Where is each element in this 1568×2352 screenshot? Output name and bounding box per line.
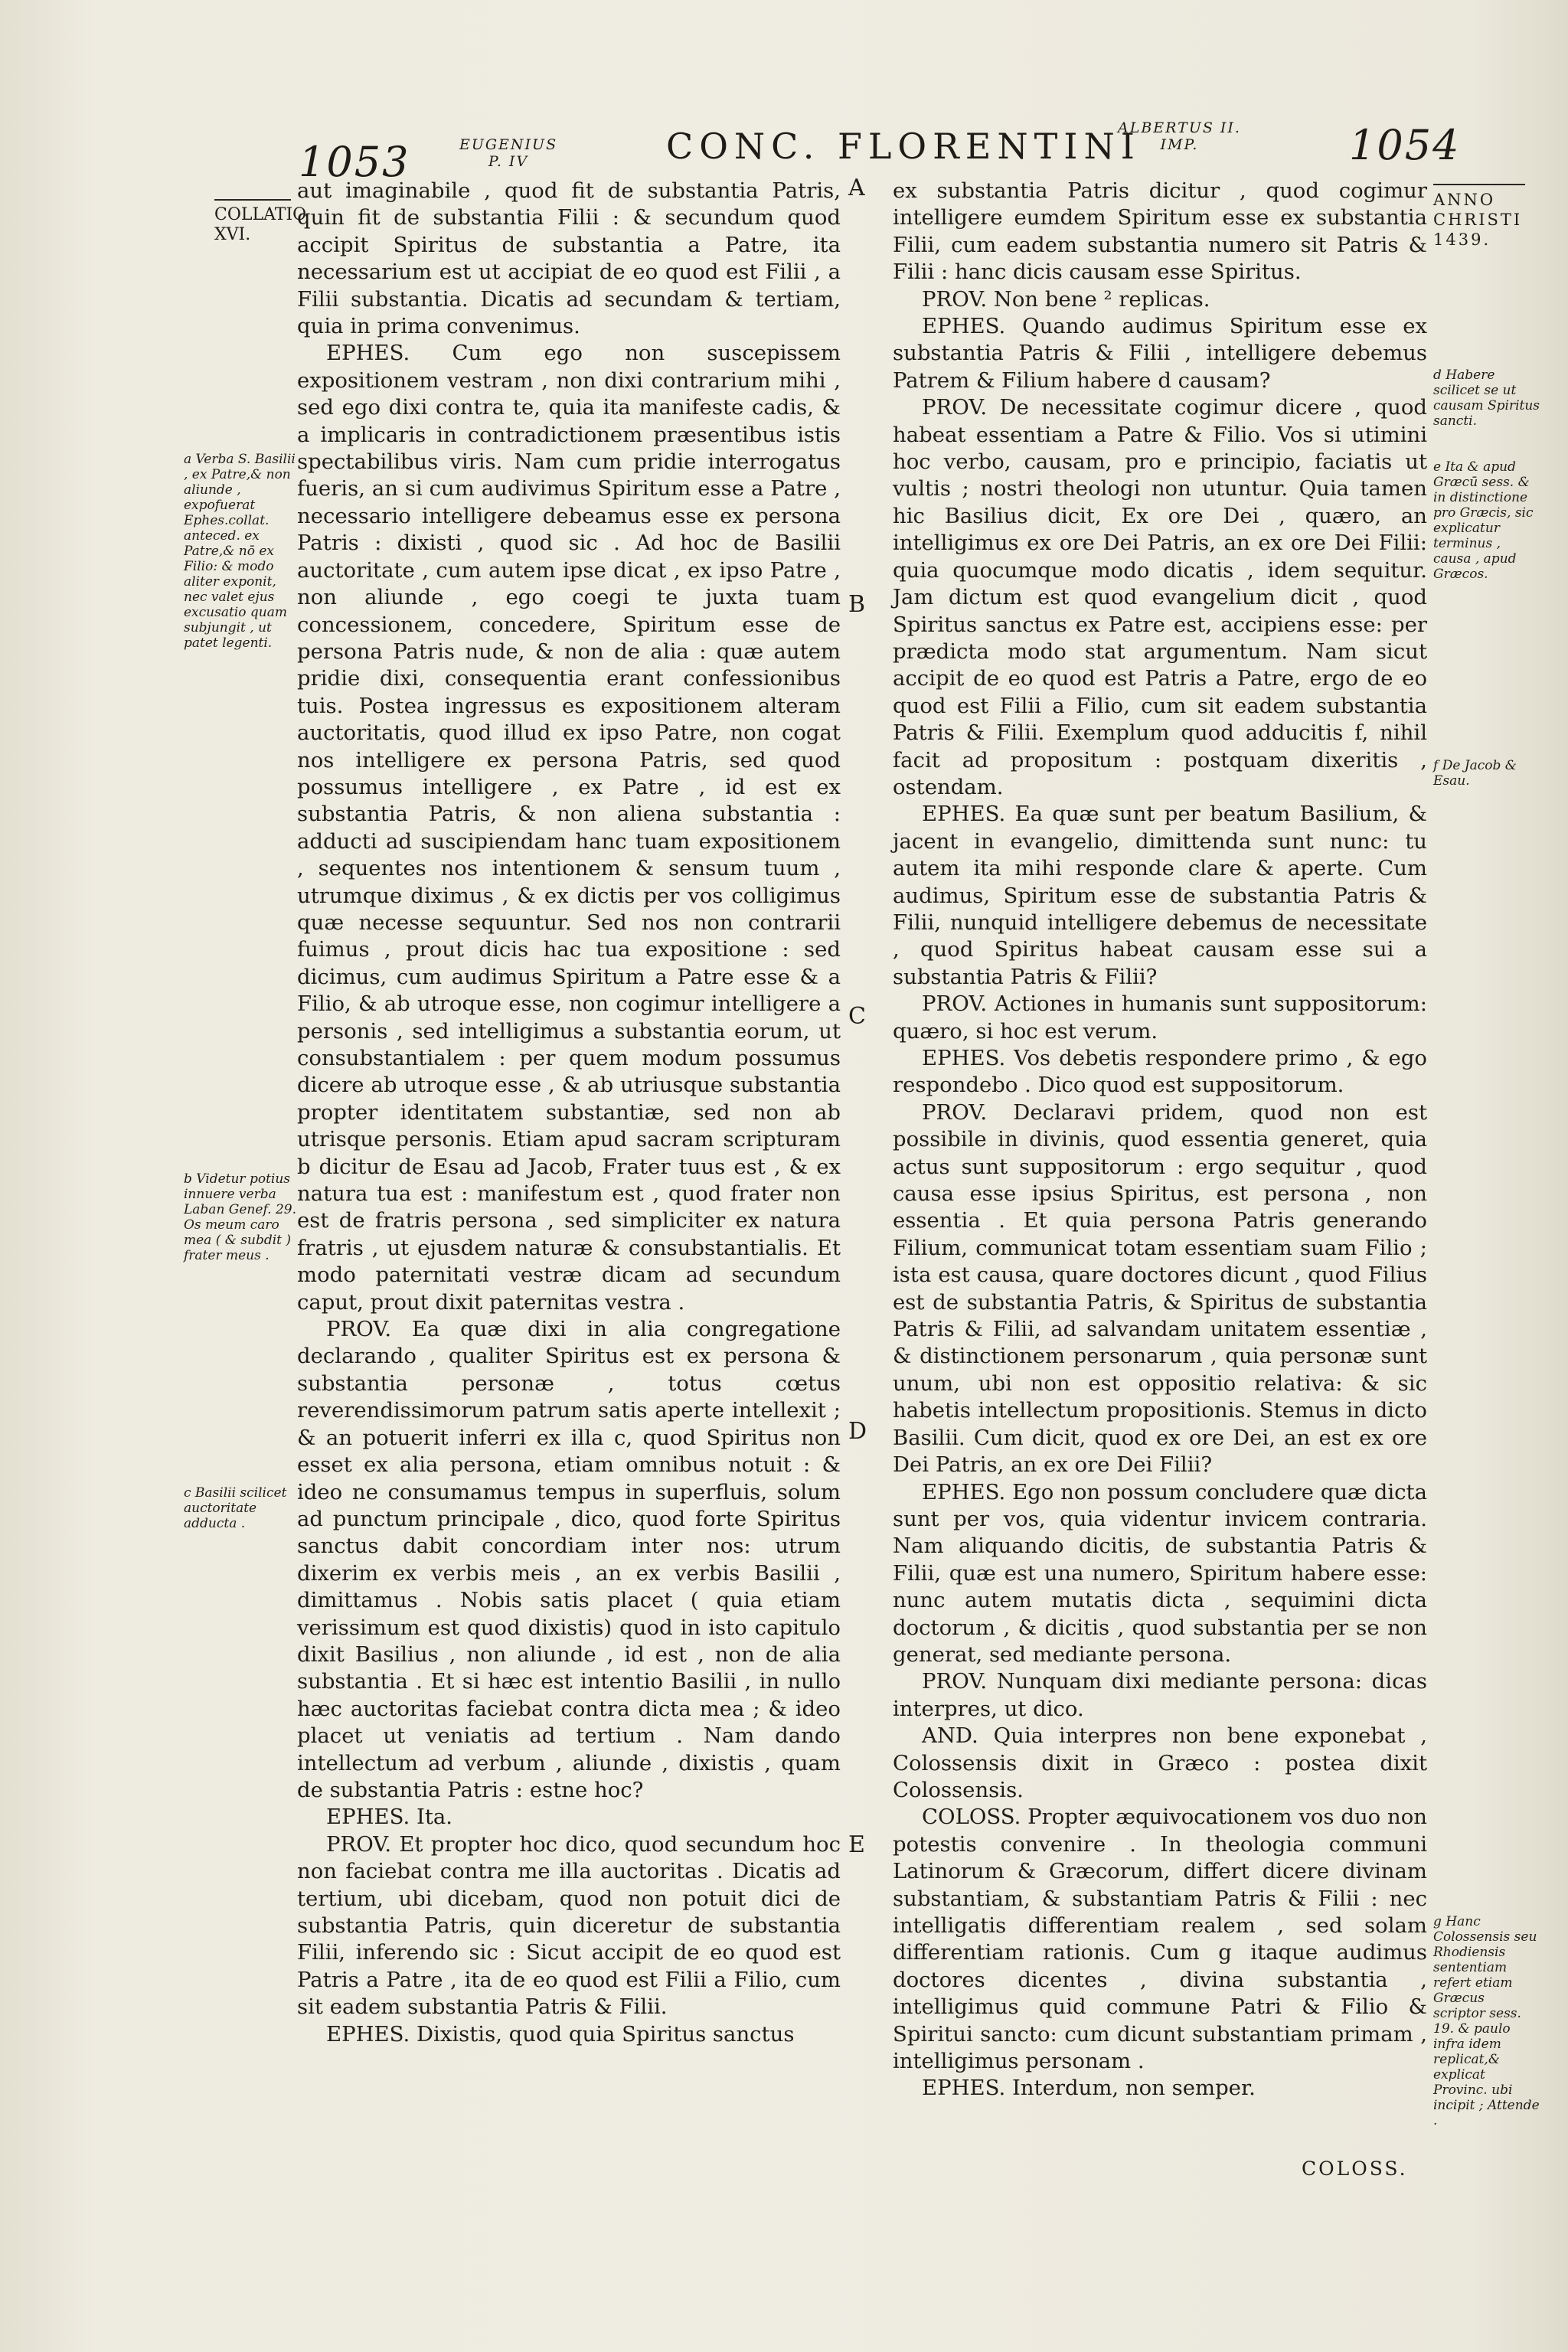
- paragraph: EPHES. Vos debetis respondere primo , & ego respondebo . Dico quod est suppositorum.: [893, 1046, 1427, 1098]
- paragraph: PROV. Nunquam dixi mediante persona: dicas interpres, ut dico.: [893, 1669, 1427, 1721]
- section-letter-b: B: [848, 591, 866, 618]
- section-letter-e: E: [848, 1831, 865, 1858]
- margin-note-b: [184, 1171, 299, 1263]
- margin-note-d: [1433, 368, 1540, 429]
- collatio-label: COLLATIO XVI.: [214, 205, 307, 244]
- margin-note-g: [1433, 1914, 1540, 2128]
- paragraph: PROV. Ea quæ dixi in alia congregatione declarando , qualiter Spiritus est ex persona & substantia personæ , totus cœtus reverendissimorum patrum satis aperte intellexit ; & an potuerit inferri ex illa c, quod Spiritus non esset ex alia persona, etiam omnibus notuit : & ideo ne consumamus tempus in superfluis, solum ad punctum principale , dico, quod forte Spiritus sanctus dabit concordiam inter nos: utrum dixerim ex verbis meis , an ex verbis Basilii , dimittamus . Nobis satis placet ( quia etiam verissimum est quod dixistis) quod in isto capitulo dixit Basilius , non aliunde , id est , non de alia substantia . Et si hæc est intentio Basilii , in nullo hæc auctoritas faciebat contra dicta mea ; & ideo placet ut veniatis ad tertium . Nam dando intellectum ad verbum , aliunde , dixistis , quam de substantia Patris : estne hoc?: [297, 1317, 841, 1802]
- paragraph: PROV. Declaravi pridem, quod non est possibile in divinis, quod essentia generet, quia actus sunt suppositorum : ergo sequitur , quod causa esse ipsius Spiritus, est persona , non essentia . Et quia persona Patris generando Filium, communicat totam essentiam suam Filio ; ista est causa, quare doctores dicunt , quod Filius est de substantia Patris, & Spiritus de substantia Patris & Filii, ad salvandam unitatem essentiæ , & distinctionem personarum , quia personæ sunt unum, ubi non est oppositio relativa: & sic habetis intellectum propositionis. Stemus in dicto Basilii. Cum dicit, quod ex ore Dei, an est ex ore Dei Patris, an ex ore Dei Filii?: [893, 1099, 1427, 1478]
- margin-note-c-text: c Basilii scilicet auctoritate adducta .: [184, 1485, 287, 1531]
- anno-label: ANNO CHRISTI 1439.: [1433, 191, 1523, 249]
- running-head-pope: EUGENIUS P. IV: [459, 136, 558, 170]
- paragraph: EPHES. Cum ego non suscepissem expositionem vestram , non dixi contrarium mihi , sed ego dixi contra te, quia ita manifeste cadis, & a implicaris in contradictionem præsentibus istis spectabilibus viris. Nam cum pridie interrogatus fueris, an si cum audivimus Spiritum esse a Patre , necessario intelligere debeamus esse ex persona Patris : dixisti , quod sic . Ad hoc de Basilii auctoritate , cum autem ipse dicat , ex ipso Patre , non aliunde , ego coegi te juxta tuam concessionem, concedere, Spiritum esse de persona Patris nude, & non de alia : quæ autem pridie dixi, consequentia erant confessionibus tuis. Postea ingressus es expositionem alteram auctoritatis, quod illud ex ipso Patre, non cogat nos intelligere ex persona Patris, sed quod possumus intelligere , ex Patre , id est ex substantia Patris, & non aliena substantia : adducti ad suscipiendam hanc tuam expositionem , sequentes nos intentionem & sensum tuum , utrumque diximus , & ex dictis per vos colligimus quæ necesse sequuntur. Sed nos non contrarii fuimus , prout dicis hac tua expositione : sed dicimus, cum audimus Spiritum a Patre esse & a Filio, & ab utroque esse, non cogimur intelligere a personis , sed intelligimus a substantia eorum, ut consubstantialem : per quem modum possumus dicere ab utroque esse , & ab utriusque substantia propter identitatem substantiæ, sed non ab utrisque personis. Etiam apud sacram scripturam b dicitur de Esau ad Jacob, Frater tuus est , & ex natura tua est : manifestum est , quod frater non est de fratris persona , sed simpliciter ex natura fratris , ut ejusdem naturæ & consubstantialis. Et modo paternitati vestræ dicam ad secundum caput, prout dixit paternitas vestra .: [297, 341, 841, 1315]
- margin-note-f-text: f De Jacob & Esau.: [1433, 758, 1517, 789]
- paragraph: PROV. Actiones in humanis sunt suppositorum: quæro, si hoc est verum.: [893, 991, 1427, 1044]
- margin-note-c: [184, 1485, 299, 1531]
- paragraph: EPHES. Ea quæ sunt per beatum Basilium, & jacent in evangelio, dimittenda sunt nunc: tu autem ita mihi responde clare & aperte. Cum audimus, Spiritum esse de substantia Patris & Filii, nunquid intelligere debemus de necessitate , quod Spiritus habeat causam esse sui a substantia Patris & Filii?: [893, 802, 1427, 989]
- margin-note-e-text: e Ita & apud Græcū sess. & in distinctione pro Græcis, sic explicatur terminus , causa , apud Græcos.: [1433, 459, 1534, 582]
- page-header: [0, 115, 1568, 184]
- paragraph: COLOSS. Propter æquivocationem vos duo non potestis convenire . In theologia communi Latinorum & Græcorum, differt dicere divinam substantiam, & substantiam Patris & Filii : nec intelligatis differentiam realem , sed solam differentiam rationis. Cum g itaque audimus doctores dicentes , divina substantia , intelligimus quid commune Patri & Filio & Spiritui sancto: cum dicunt substantiam primam , intelligimus personam .: [893, 1805, 1427, 2074]
- paragraph: PROV. Et propter hoc dico, quod secundum hoc non faciebat contra me illa auctoritas . Dicatis ad tertium, ubi dicebam, quod non potuit dici de substantia Patris, quin diceretur de substantia Filii, inferendo sic : Sicut accipit de eo quod est Patris a Patre , ita de eo quod est Filii a Filio, cum sit eadem substantia Patris & Filii.: [297, 1831, 841, 2020]
- section-letter-a: A: [848, 175, 865, 201]
- paragraph: ex substantia Patris dicitur , quod cogimur intelligere eumdem Spiritum esse ex substantia Filii, cum eadem substantia numero sit Patris & Filii : hanc dicis causam esse Spiritus.: [893, 178, 1427, 285]
- running-head-emperor: ALBERTUS II. IMP.: [1118, 119, 1241, 153]
- paragraph: EPHES. Dixistis, quod quia Spiritus sanctus: [326, 2021, 795, 2047]
- paragraph: EPHES. Ego non possum concludere quæ dicta sunt per vos, quia videntur invicem contraria. Nam aliquando dicitis, de substantia Patris & Filii, quæ est una numero, Spiritum habere esse: nunc autem mutatis dicta , sequimini dicta doctorum , & dicitis , quod substantia per se non generat, sed mediante persona.: [893, 1479, 1427, 1667]
- paragraph: aut imaginabile , quod fit de substantia Patris, quin fit de substantia Filii : & secundum quod accipit Spiritus de substantia a Patre, ita necessarium est ut accipiat de eo quod est Filii , a Filii substantia. Dicatis ad secundam & tertiam, quia in prima convenimus.: [297, 178, 841, 339]
- margin-note-d-text: d Habere scilicet se ut causam Spiritus sancti.: [1433, 368, 1540, 429]
- collatio-rule: [214, 199, 291, 201]
- margin-note-f: [1433, 758, 1540, 789]
- right-column: [893, 178, 1427, 2102]
- paragraph: EPHES. Ita.: [326, 1805, 453, 1830]
- running-title: CONC. FLORENTINI: [666, 126, 1141, 167]
- catchword: COLOSS.: [1302, 2158, 1408, 2180]
- margin-note-e: [1433, 459, 1540, 582]
- margin-note-b-text: b Videtur potius innuere verba Laban Genef. 29. Os meum caro mea ( & subdit ) frater meus .: [184, 1171, 296, 1263]
- paragraph: EPHES. Quando audimus Spiritum esse ex substantia Patris & Filii , intelligere debemus Patrem & Filium habere d causam?: [893, 314, 1427, 393]
- left-column: [297, 178, 841, 2048]
- section-letter-d: D: [848, 1418, 867, 1445]
- page-number-right: 1054: [1349, 121, 1461, 169]
- paragraph: PROV. Non bene ² replicas.: [922, 286, 1210, 312]
- section-letter-c: C: [848, 1003, 866, 1030]
- margin-note-a-text: a Verba S. Basilii , ex Patre,& non aliunde , expofuerat Ephes.collat. anteced. ex Patre,& nō ex Filio: & modo aliter exponit, nec valet ejus excusatio quam subjungit , ut patet legenti.: [184, 452, 296, 651]
- paragraph: AND. Quia interpres non bene exponebat , Colossensis dixit in Græco : postea dixit Colossensis.: [893, 1723, 1427, 1802]
- collatio-marker: [214, 199, 307, 245]
- paragraph: EPHES. Interdum, non semper.: [922, 2076, 1256, 2101]
- margin-note-a: [184, 452, 299, 651]
- paragraph: PROV. De necessitate cogimur dicere , quod habeat essentiam a Patre & Filio. Vos si utimini hoc verbo, causam, pro e principio, faciatis ut vultis ; nostri theologi non utuntur. Quia tamen hic Basilius dicit, Ex ore Dei , quæro, an intelligimus ex ore Dei Patris, an ex ore Dei Filii: quia quocumque modo dicatis , idem sequitur. Jam dictum est quod evangelium dicit , quod Spiritus sanctus ex Patre est, accipiens esse: per prædicta modo stat argumentum. Nam sicut accipit de eo quod est Patris a Patre, ergo de eo quod est Filii a Filio, cum sit eadem substantia Patris & Filii. Exemplum quod adducitis f, nihil facit ad propositum : postquam dixeritis , ostendam.: [893, 395, 1427, 799]
- page-number-left: 1053: [299, 138, 410, 186]
- anno-rule: [1433, 184, 1525, 185]
- anno-marker: [1433, 184, 1540, 250]
- margin-note-g-text: g Hanc Colossensis seu Rhodiensis sententiam refert etiam Græcus scriptor sess. 19. & paulo infra idem replicat,& explicat Provinc. ubi incipit ; Attende .: [1433, 1914, 1540, 2128]
